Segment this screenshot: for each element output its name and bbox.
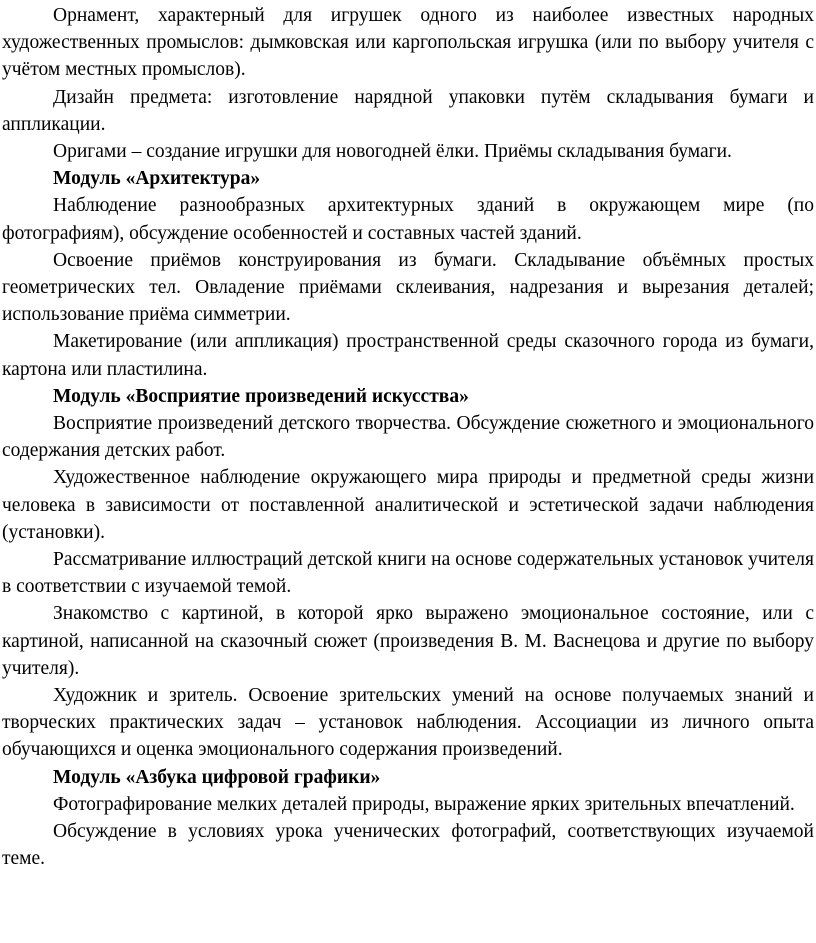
paragraph-painting: Знакомство с картиной, в которой ярко выражено эмоциональное состояние, или с картиной, написанной на сказочный сюжет (произведения В. М. Васнецова и другие по выбору учителя). [2, 603, 814, 679]
paragraph-paper-construction: Освоение приёмов конструирования из бумаги. Складывание объёмных простых геометрических тел. Овладение приёмами склеивания, надрезания и вырезания деталей; использование приёма симметрии. [2, 249, 814, 326]
paragraph-design: Дизайн предмета: изготовление нарядной упаковки путём складывания бумаги и аппликации. [2, 86, 814, 135]
paragraph-artist-viewer: Художник и зритель. Освоение зрительских умений на основе получаемых знаний и творческих практических задач – установок наблюдения. Ассоциации из личного опыта обучающихся и оценка эмоционального содержания произведений. [2, 685, 814, 761]
paragraph-nature-observation: Художественное наблюдение окружающего мира природы и предметной среды жизни человека в зависимости от поставленной аналитической и эстетической задачи наблюдения (установки). [2, 467, 814, 543]
paragraph-book-illustrations: Рассматривание иллюстраций детской книги на основе содержательных установок учителя в соответствии с изучаемой темой. [2, 549, 814, 598]
paragraph-origami: Оригами – создание игрушки для новогодней ёлки. Приёмы складывания бумаги. [53, 141, 732, 163]
heading-module-art-perception: Модуль «Восприятие произведений искусства» [53, 385, 469, 407]
heading-module-architecture: Модуль «Архитектура» [53, 168, 261, 190]
paragraph-ornament: Орнамент, характерный для игрушек одного из наиболее известных народных художественных промыслов: дымковская или каргопольская игрушка (или по выбору учителя с учётом местных промыслов). [2, 5, 814, 81]
paragraph-architecture-observation: Наблюдение разнообразных архитектурных зданий в окружающем мире (по фотографиям), обсуждение особенностей и составных частей зданий. [2, 195, 814, 244]
paragraph-photography: Фотографирование мелких деталей природы, выражение ярких зрительных впечатлений. [53, 793, 795, 815]
paragraph-modeling: Макетирование (или аппликация) пространственной среды сказочного города из бумаги, картона или пластилина. [2, 331, 814, 380]
paragraph-photo-discussion: Обсуждение в условиях урока ученических фотографий, соответствующих изучаемой теме. [2, 821, 814, 870]
heading-module-digital-graphics: Модуль «Азбука цифровой графики» [53, 766, 381, 788]
paragraph-children-works: Восприятие произведений детского творчества. Обсуждение сюжетного и эмоционального содержания детских работ. [2, 413, 814, 462]
